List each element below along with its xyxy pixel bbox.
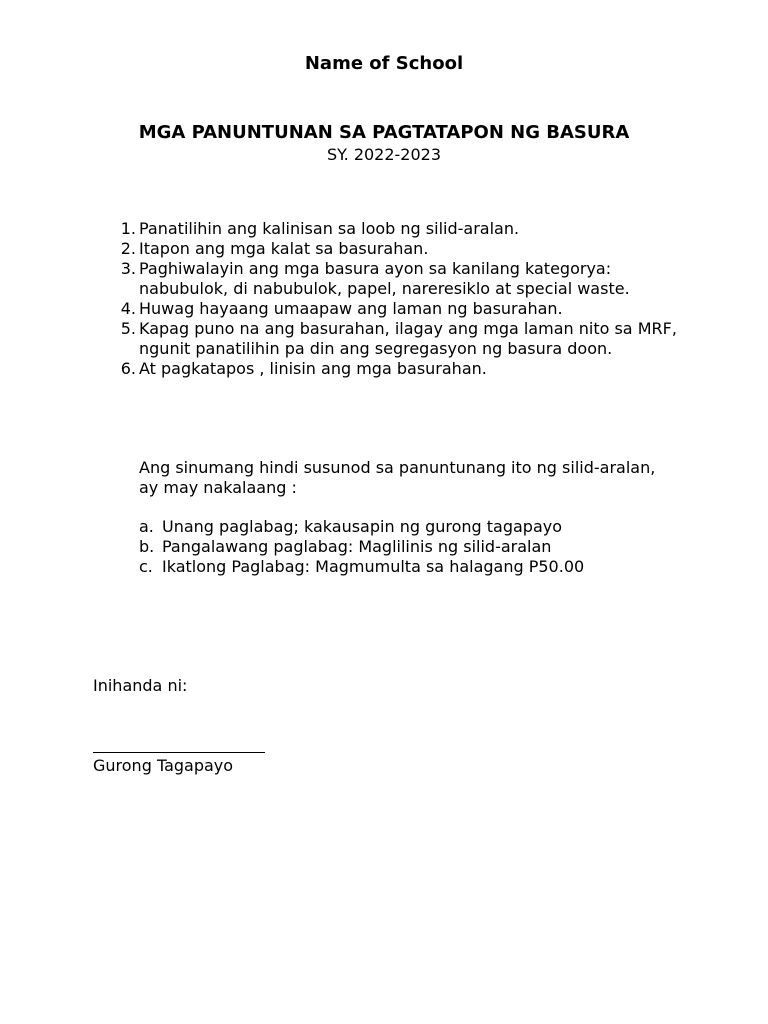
rule-number: 6. <box>120 359 136 378</box>
school-year: SY. 2022-2023 <box>326 145 442 164</box>
penalty-text: Pangalawang paglabag: Maglilinis ng silid-aralan <box>162 537 552 556</box>
rule-number: 2. <box>120 239 136 258</box>
rule-number: 1. <box>120 219 136 238</box>
rule-text: Panatilihin ang kalinisan sa loob ng silid-aralan. <box>139 219 520 238</box>
penalty-letter: a. <box>139 517 154 536</box>
signature-line <box>93 752 265 753</box>
penalty-notice: Ang sinumang hindi susunod sa panuntunang ito ng silid-aralan, ay may nakalaang : <box>139 458 656 497</box>
penalty-item <box>139 557 699 577</box>
penalty-item <box>139 517 699 537</box>
rule-text: Itapon ang mga kalat sa basurahan. <box>139 239 429 258</box>
rule-item <box>112 299 682 319</box>
penalty-letter: c. <box>139 557 153 576</box>
penalty-letter: b. <box>139 537 155 556</box>
rules-list <box>112 219 682 379</box>
rule-item <box>112 359 682 379</box>
rule-number: 5. <box>120 319 136 338</box>
rule-item <box>112 239 682 259</box>
rule-item <box>112 319 682 359</box>
rule-text: Paghiwalayin ang mga basura ayon sa kanilang kategorya: nabubulok, di nabubulok, papel, nareresiklo at special waste. <box>139 259 630 298</box>
prepared-by-label: Inihanda ni: <box>93 676 188 695</box>
signer-title: Gurong Tagapayo <box>93 756 234 775</box>
penalty-item <box>139 537 699 557</box>
rule-text: Huwag hayaang umaapaw ang laman ng basurahan. <box>139 299 563 318</box>
penalties-list <box>139 517 699 577</box>
school-name: Name of School <box>304 53 464 74</box>
rule-item <box>112 259 682 299</box>
rule-text: At pagkatapos , linisin ang mga basurahan. <box>139 359 487 378</box>
rule-number: 4. <box>120 299 136 318</box>
rule-item <box>112 219 682 239</box>
rule-text: Kapag puno na ang basurahan, ilagay ang mga laman nito sa MRF, ngunit panatilihin pa din ang segregasyon ng basura doon. <box>139 319 677 358</box>
document-title: MGA PANUNTUNAN SA PAGTATAPON NG BASURA <box>138 122 630 143</box>
rule-number: 3. <box>120 259 136 278</box>
penalty-text: Unang paglabag; kakausapin ng gurong tagapayo <box>162 517 563 536</box>
penalty-text: Ikatlong Paglabag: Magmumulta sa halagang P50.00 <box>162 557 585 576</box>
